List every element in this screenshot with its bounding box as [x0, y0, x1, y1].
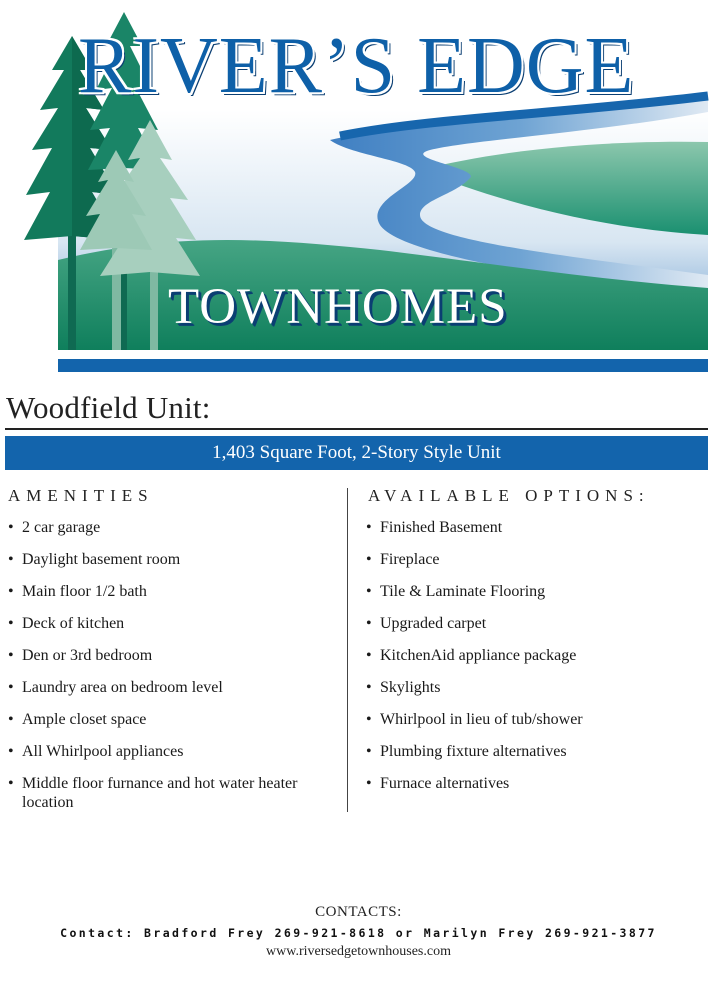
options-list	[366, 518, 706, 806]
amenity-item: • Middle floor furnance and hot water heater location	[8, 774, 327, 812]
website-link[interactable]: www.riversedgetownhouses.com	[266, 944, 451, 959]
contacts-heading: CONTACTS:	[315, 904, 402, 920]
option-item: • Fireplace	[366, 550, 706, 569]
option-item: • Whirlpool in lieu of tub/shower	[366, 710, 706, 729]
amenities-list	[8, 518, 338, 825]
option-item: • Upgraded carpet	[366, 614, 706, 633]
logo	[0, 0, 717, 380]
amenity-item: • 2 car garage	[8, 518, 338, 537]
option-item: • Finished Basement	[366, 518, 706, 537]
column-divider	[347, 488, 348, 812]
amenity-item: • Deck of kitchen	[8, 614, 338, 633]
amenity-item: • Ample closet space	[8, 710, 338, 729]
option-item: • KitchenAid appliance package	[366, 646, 706, 665]
amenity-item: • All Whirlpool appliances	[8, 742, 338, 761]
contact-line: Contact: Bradford Frey 269-921-8618 or Marilyn Frey 269-921-3877	[60, 926, 657, 940]
unit-title: Woodfield Unit:	[6, 390, 211, 425]
options-heading: AVAILABLE OPTIONS:	[368, 486, 650, 505]
option-item: • Tile & Laminate Flooring	[366, 582, 706, 601]
amenity-item: • Laundry area on bedroom level	[8, 678, 338, 697]
amenity-item: • Den or 3rd bedroom	[8, 646, 338, 665]
amenity-item: • Main floor 1/2 bath	[8, 582, 338, 601]
logo-title: RIVER’S EDGE	[78, 22, 635, 110]
option-item: • Furnace alternatives	[366, 774, 706, 793]
option-item: • Plumbing fixture alternatives	[366, 742, 706, 761]
logo-subtitle: TOWNHOMES	[168, 279, 508, 335]
unit-banner: 1,403 Square Foot, 2-Story Style Unit	[5, 436, 708, 470]
unit-title-rule	[5, 428, 708, 430]
option-item: • Skylights	[366, 678, 706, 697]
amenity-item: • Daylight basement room	[8, 550, 338, 569]
logo-underline	[58, 359, 708, 372]
amenities-heading: AMENITIES	[8, 486, 154, 505]
